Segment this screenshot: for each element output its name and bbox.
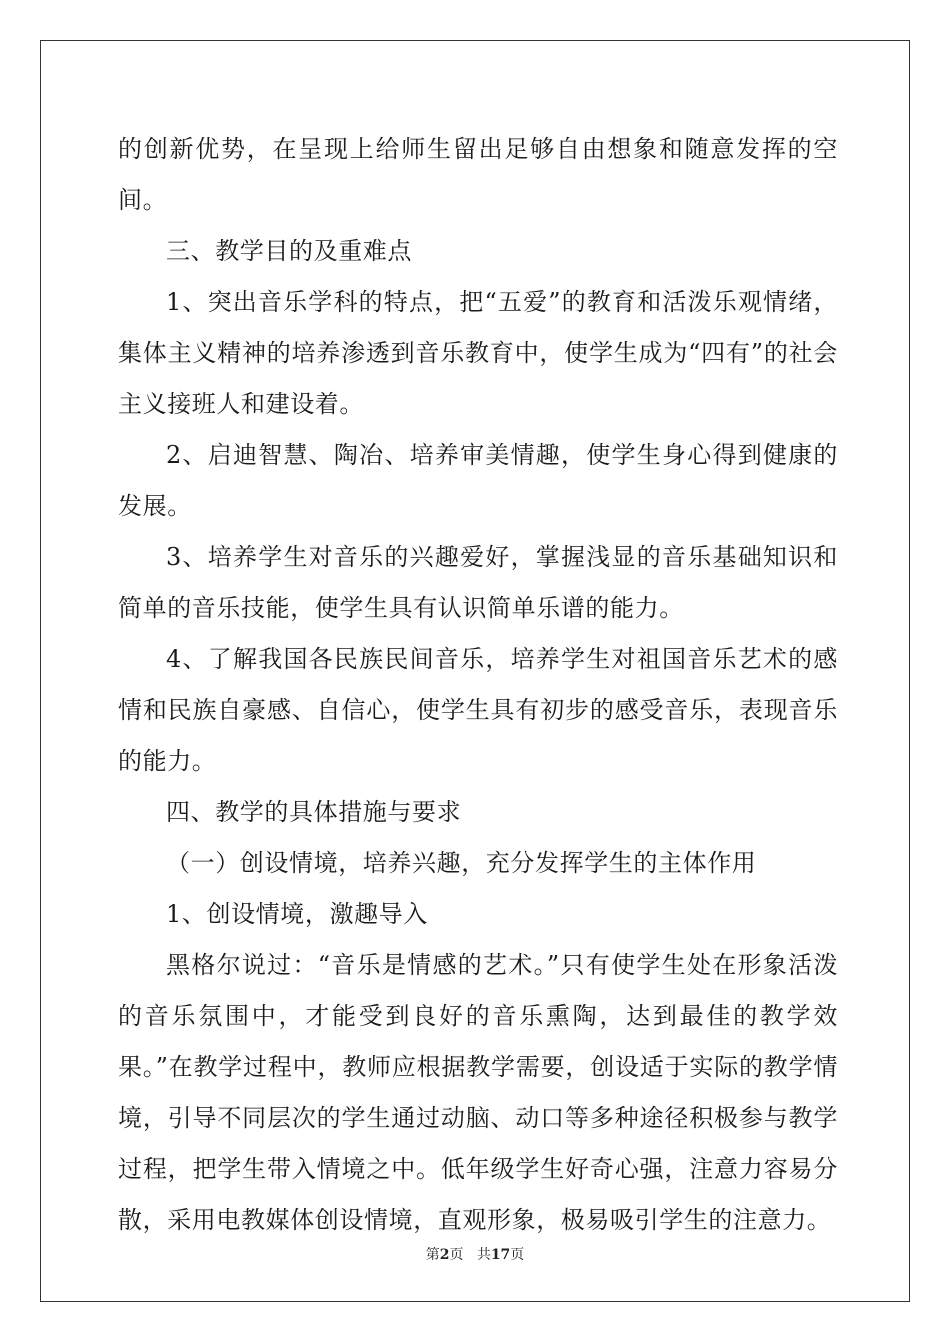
paragraph-item-3: 3、培养学生对音乐的兴趣爱好，掌握浅显的音乐基础知识和简单的音乐技能，使学生具有认识简单乐谱的能力。 (118, 543, 838, 622)
section-heading-4: 四、教学的具体措施与要求 (166, 798, 462, 826)
page-total: 17 (490, 1247, 511, 1263)
paragraph-continuation: 的创新优势，在呈现上给师生留出足够自由想象和随意发挥的空间。 (118, 135, 838, 214)
total-prefix: 共 (476, 1247, 491, 1263)
paragraph-item-1: 1、突出音乐学科的特点，把“五爱”的教育和活泼乐观情绪，集体主义精神的培养渗透到音乐教育中，使学生成为“四有”的社会主义接班人和建设着。 (118, 288, 838, 418)
paragraph-hegel-quote: 黑格尔说过：“音乐是情感的艺术。”只有使学生处在形象活泼的音乐氛围中，才能受到良好的音乐熏陶，达到最佳的教学效果。”在教学过程中，教师应根据教学需要，创设适于实际的教学情境，引导不同层次的学生通过动脑、动口等多种途径积极参与教学过程，把学生带入情境之中。低年级学生好奇心强，注意力容易分散，采用电教媒体创设情境，直观形象，极易吸引学生的注意力。 (118, 951, 838, 1234)
total-suffix: 页 (510, 1247, 525, 1263)
paragraph-item-4: 4、了解我国各民族民间音乐，培养学生对祖国音乐艺术的感情和民族自豪感、自信心，使学生具有初步的感受音乐，表现音乐的能力。 (118, 645, 838, 775)
sub-item-heading-1: 1、创设情境，激趣导入 (166, 900, 428, 928)
paragraph-item-2: 2、启迪智慧、陶冶、培养审美情趣，使学生身心得到健康的发展。 (118, 441, 838, 520)
document-body (118, 124, 838, 1246)
page-current: 2 (439, 1247, 450, 1263)
page-suffix: 页 (449, 1247, 464, 1263)
section-heading-3: 三、教学目的及重难点 (166, 237, 412, 265)
page-prefix: 第 (425, 1247, 440, 1263)
page-footer (0, 1244, 950, 1264)
subsection-heading-1: （一）创设情境，培养兴趣，充分发挥学生的主体作用 (166, 849, 757, 877)
